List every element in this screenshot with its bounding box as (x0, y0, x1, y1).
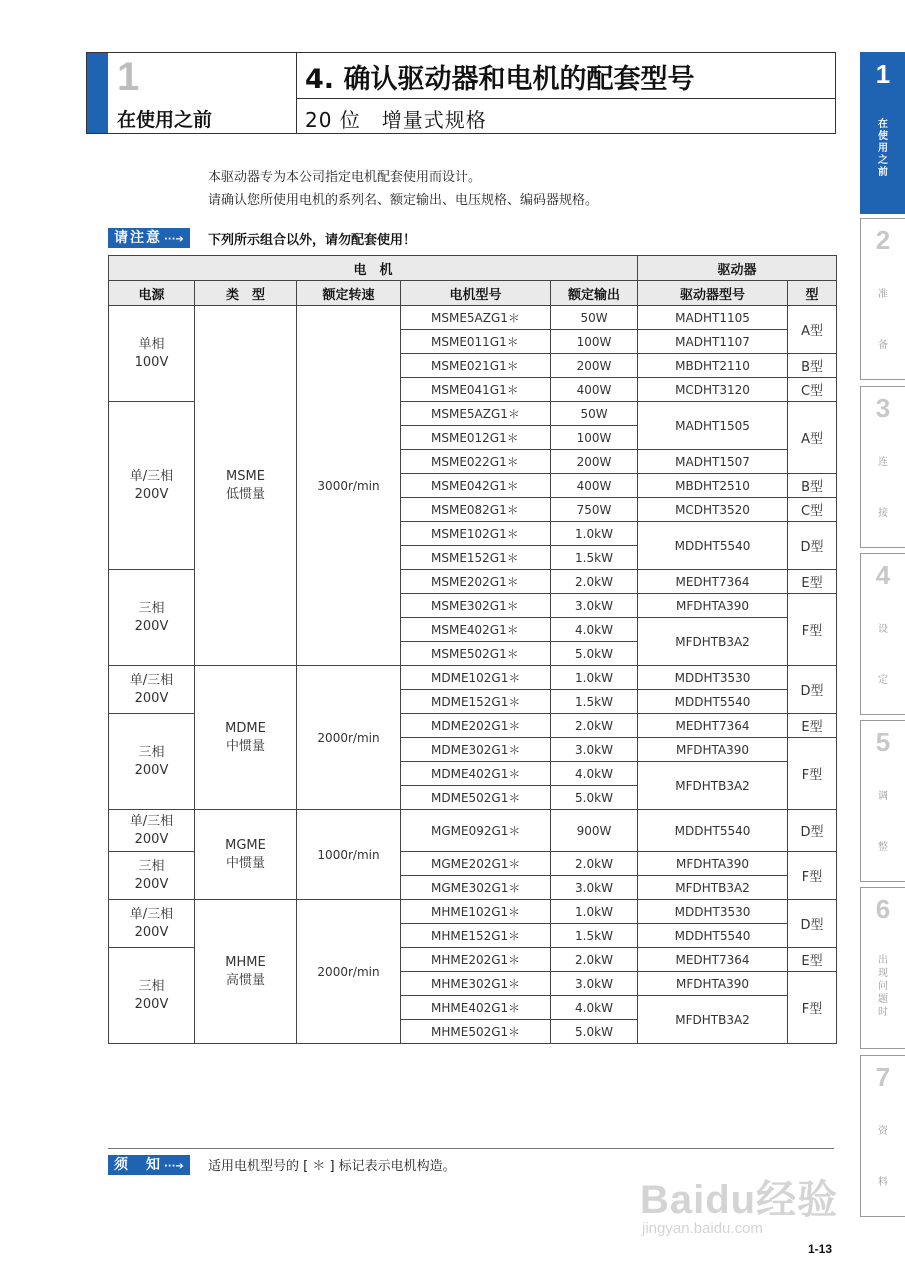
motor-model: MDME502G1＊ (401, 786, 551, 810)
tab-number: 6 (875, 894, 891, 924)
motor-model: MDME202G1＊ (401, 714, 551, 738)
driver-model: MEDHT7364 (638, 948, 788, 972)
chapter-name: 在使用之前 (117, 109, 213, 131)
rated-output: 1.0kW (551, 666, 638, 690)
motor-model: MGME202G1＊ (401, 852, 551, 876)
rated-output: 4.0kW (551, 762, 638, 786)
frame-type: C型 (788, 498, 837, 522)
notice-badge (108, 1155, 190, 1175)
rated-output: 2.0kW (551, 852, 638, 876)
driver-model: MDDHT3530 (638, 900, 788, 924)
motor-model: MSME082G1＊ (401, 498, 551, 522)
frame-type: F型 (788, 594, 837, 666)
rated-output: 3.0kW (551, 594, 638, 618)
col-header-driver-model: 驱动器型号 (638, 281, 788, 306)
notice-badge-label: 须 知 (114, 1157, 162, 1173)
rated-output: 3.0kW (551, 972, 638, 996)
frame-type: E型 (788, 570, 837, 594)
tab-number: 1 (875, 59, 891, 89)
driver-model: MEDHT7364 (638, 570, 788, 594)
table-row (109, 666, 837, 690)
rated-output: 5.0kW (551, 642, 638, 666)
motor-model: MSME102G1＊ (401, 522, 551, 546)
frame-type: F型 (788, 738, 837, 810)
chapter-number: 1 (117, 55, 140, 99)
arrow-right-icon: ···➔ (164, 234, 184, 245)
rated-output: 100W (551, 330, 638, 354)
driver-model: MADHT1505 (638, 402, 788, 450)
rated-output: 2.0kW (551, 948, 638, 972)
table-row (109, 306, 837, 330)
col-header-type: 类 型 (195, 281, 297, 306)
chapter-header (86, 52, 836, 134)
driver-model: MFDHTA390 (638, 594, 788, 618)
motor-model: MDME402G1＊ (401, 762, 551, 786)
driver-model: MDDHT5540 (638, 924, 788, 948)
motor-model: MSME012G1＊ (401, 426, 551, 450)
watermark-url: jingyan.baidu.com (642, 1220, 763, 1237)
series-cell: MSME 低惯量 (195, 306, 297, 666)
col-header-speed: 额定转速 (297, 281, 401, 306)
rated-output: 5.0kW (551, 786, 638, 810)
rated-output: 1.5kW (551, 924, 638, 948)
rated-output: 4.0kW (551, 618, 638, 642)
driver-model: MFDHTA390 (638, 738, 788, 762)
motor-model: MSME022G1＊ (401, 450, 551, 474)
motor-model: MSME402G1＊ (401, 618, 551, 642)
motor-model: MHME102G1＊ (401, 900, 551, 924)
power-cell: 三相 200V (109, 714, 195, 810)
motor-model: MSME5AZG1＊ (401, 402, 551, 426)
speed-cell: 2000r/min (297, 666, 401, 810)
driver-model: MFDHTA390 (638, 972, 788, 996)
page-number: 1-13 (808, 1242, 833, 1256)
col-header-motor-model: 电机型号 (401, 281, 551, 306)
driver-model: MFDHTB3A2 (638, 762, 788, 810)
frame-type: F型 (788, 972, 837, 1044)
side-tab-2[interactable] (860, 218, 905, 380)
speed-cell: 2000r/min (297, 900, 401, 1044)
power-cell: 三相 200V (109, 948, 195, 1044)
tab-label: 设 定 (878, 624, 888, 686)
rated-output: 400W (551, 474, 638, 498)
tab-label: 资 料 (878, 1126, 888, 1188)
driver-model: MDDHT5540 (638, 810, 788, 852)
side-tab-4[interactable] (860, 553, 905, 715)
frame-type: B型 (788, 474, 837, 498)
power-cell: 单/三相 200V (109, 666, 195, 714)
frame-type: D型 (788, 522, 837, 570)
motor-model: MHME302G1＊ (401, 972, 551, 996)
baidu-watermark (640, 1168, 839, 1237)
frame-type: B型 (788, 354, 837, 378)
series-cell: MHME 高惯量 (195, 900, 297, 1044)
side-tab-5[interactable] (860, 720, 905, 882)
rated-output: 50W (551, 402, 638, 426)
intro-line-1: 本驱动器专为本公司指定电机配套使用而设计。 (208, 170, 482, 185)
power-cell: 单/三相 200V (109, 402, 195, 570)
rated-output: 200W (551, 354, 638, 378)
motor-model: MDME102G1＊ (401, 666, 551, 690)
tab-number: 5 (875, 727, 891, 757)
col-header-output: 额定输出 (551, 281, 638, 306)
page-subtitle: 20 位 增量式规格 (305, 108, 487, 132)
rated-output: 2.0kW (551, 570, 638, 594)
rated-output: 5.0kW (551, 1020, 638, 1044)
table-row (109, 900, 837, 924)
footer-divider (108, 1148, 834, 1149)
driver-model: MCDHT3520 (638, 498, 788, 522)
frame-type: E型 (788, 714, 837, 738)
rated-output: 1.0kW (551, 522, 638, 546)
col-header-power: 电源 (109, 281, 195, 306)
caution-badge-label: 请注意 (114, 230, 162, 246)
power-cell: 单/三相 200V (109, 810, 195, 852)
frame-type: E型 (788, 948, 837, 972)
intro-text (208, 166, 598, 212)
tab-number: 4 (875, 560, 891, 590)
table-row (109, 810, 837, 852)
series-cell: MGME 中惯量 (195, 810, 297, 900)
driver-model: MBDHT2110 (638, 354, 788, 378)
side-tab-6[interactable] (860, 887, 905, 1049)
page-title: 4. 确认驱动器和电机的配套型号 (305, 64, 695, 95)
driver-model: MEDHT7364 (638, 714, 788, 738)
driver-model: MBDHT2510 (638, 474, 788, 498)
rated-output: 2.0kW (551, 714, 638, 738)
side-tab-3[interactable] (860, 386, 905, 548)
driver-model: MFDHTA390 (638, 852, 788, 876)
motor-model: MHME402G1＊ (401, 996, 551, 1020)
tab-label: 出 现 问 题 时 (878, 955, 888, 1018)
motor-model: MSME152G1＊ (401, 546, 551, 570)
frame-type: D型 (788, 666, 837, 714)
driver-model: MFDHTB3A2 (638, 618, 788, 666)
caution-text: 下列所示组合以外，请勿配套使用！ (208, 233, 417, 248)
motor-model: MSME021G1＊ (401, 354, 551, 378)
motor-model: MDME302G1＊ (401, 738, 551, 762)
caution-badge (108, 228, 190, 248)
rated-output: 1.5kW (551, 546, 638, 570)
motor-model: MHME152G1＊ (401, 924, 551, 948)
side-tab-7[interactable] (860, 1055, 905, 1217)
rated-output: 3.0kW (551, 738, 638, 762)
power-cell: 单/三相 200V (109, 900, 195, 948)
driver-model: MADHT1105 (638, 306, 788, 330)
motor-model: MGME092G1＊ (401, 810, 551, 852)
rated-output: 3.0kW (551, 876, 638, 900)
rated-output: 750W (551, 498, 638, 522)
frame-type: D型 (788, 810, 837, 852)
motor-model: MDME152G1＊ (401, 690, 551, 714)
motor-model: MSME011G1＊ (401, 330, 551, 354)
rated-output: 900W (551, 810, 638, 852)
speed-cell: 3000r/min (297, 306, 401, 666)
frame-type: A型 (788, 402, 837, 474)
frame-type: A型 (788, 306, 837, 354)
driver-model: MADHT1107 (638, 330, 788, 354)
motor-model: MGME302G1＊ (401, 876, 551, 900)
driver-model: MADHT1507 (638, 450, 788, 474)
notice-text: 适用电机型号的 [ ＊ ] 标记表示电机构造。 (208, 1159, 456, 1174)
speed-cell: 1000r/min (297, 810, 401, 900)
motor-model: MSME041G1＊ (401, 378, 551, 402)
motor-model: MSME302G1＊ (401, 594, 551, 618)
tab-number: 3 (875, 393, 891, 423)
rated-output: 50W (551, 306, 638, 330)
driver-model: MCDHT3120 (638, 378, 788, 402)
col-header-frame: 型 (788, 281, 837, 306)
rated-output: 1.5kW (551, 690, 638, 714)
power-cell: 单相 100V (109, 306, 195, 402)
motor-driver-table (108, 255, 836, 1044)
driver-model: MFDHTB3A2 (638, 996, 788, 1044)
chapter-color-bar (87, 53, 108, 133)
frame-type: D型 (788, 900, 837, 948)
rated-output: 400W (551, 378, 638, 402)
intro-line-2: 请确认您所使用电机的系列名、额定输出、电压规格、编码器规格。 (208, 193, 599, 208)
tab-number: 2 (875, 225, 891, 255)
motor-model: MSME5AZG1＊ (401, 306, 551, 330)
power-cell: 三相 200V (109, 852, 195, 900)
driver-model: MDDHT5540 (638, 690, 788, 714)
driver-model: MDDHT3530 (638, 666, 788, 690)
driver-model: MDDHT5540 (638, 522, 788, 570)
power-cell: 三相 200V (109, 570, 195, 666)
rated-output: 1.0kW (551, 900, 638, 924)
rated-output: 4.0kW (551, 996, 638, 1020)
motor-model: MSME202G1＊ (401, 570, 551, 594)
series-cell: MDME 中惯量 (195, 666, 297, 810)
rated-output: 100W (551, 426, 638, 450)
motor-model: MSME502G1＊ (401, 642, 551, 666)
motor-model: MSME042G1＊ (401, 474, 551, 498)
arrow-right-icon: ···➔ (164, 1161, 184, 1172)
motor-model: MHME502G1＊ (401, 1020, 551, 1044)
group-header-driver: 驱动器 (638, 256, 837, 281)
tab-label: 准 备 (878, 289, 888, 351)
watermark-logo: Baidu经验 (640, 1178, 839, 1222)
rated-output: 200W (551, 450, 638, 474)
tab-number: 7 (875, 1062, 891, 1092)
group-header-motor: 电 机 (109, 256, 638, 281)
motor-model: MHME202G1＊ (401, 948, 551, 972)
driver-model: MFDHTB3A2 (638, 876, 788, 900)
side-tab-1[interactable] (860, 52, 905, 214)
frame-type: F型 (788, 852, 837, 900)
tab-label: 调 整 (878, 791, 888, 853)
tab-label: 连 接 (878, 457, 888, 519)
frame-type: C型 (788, 378, 837, 402)
tab-label: 在 使 用 之 前 (878, 119, 888, 178)
